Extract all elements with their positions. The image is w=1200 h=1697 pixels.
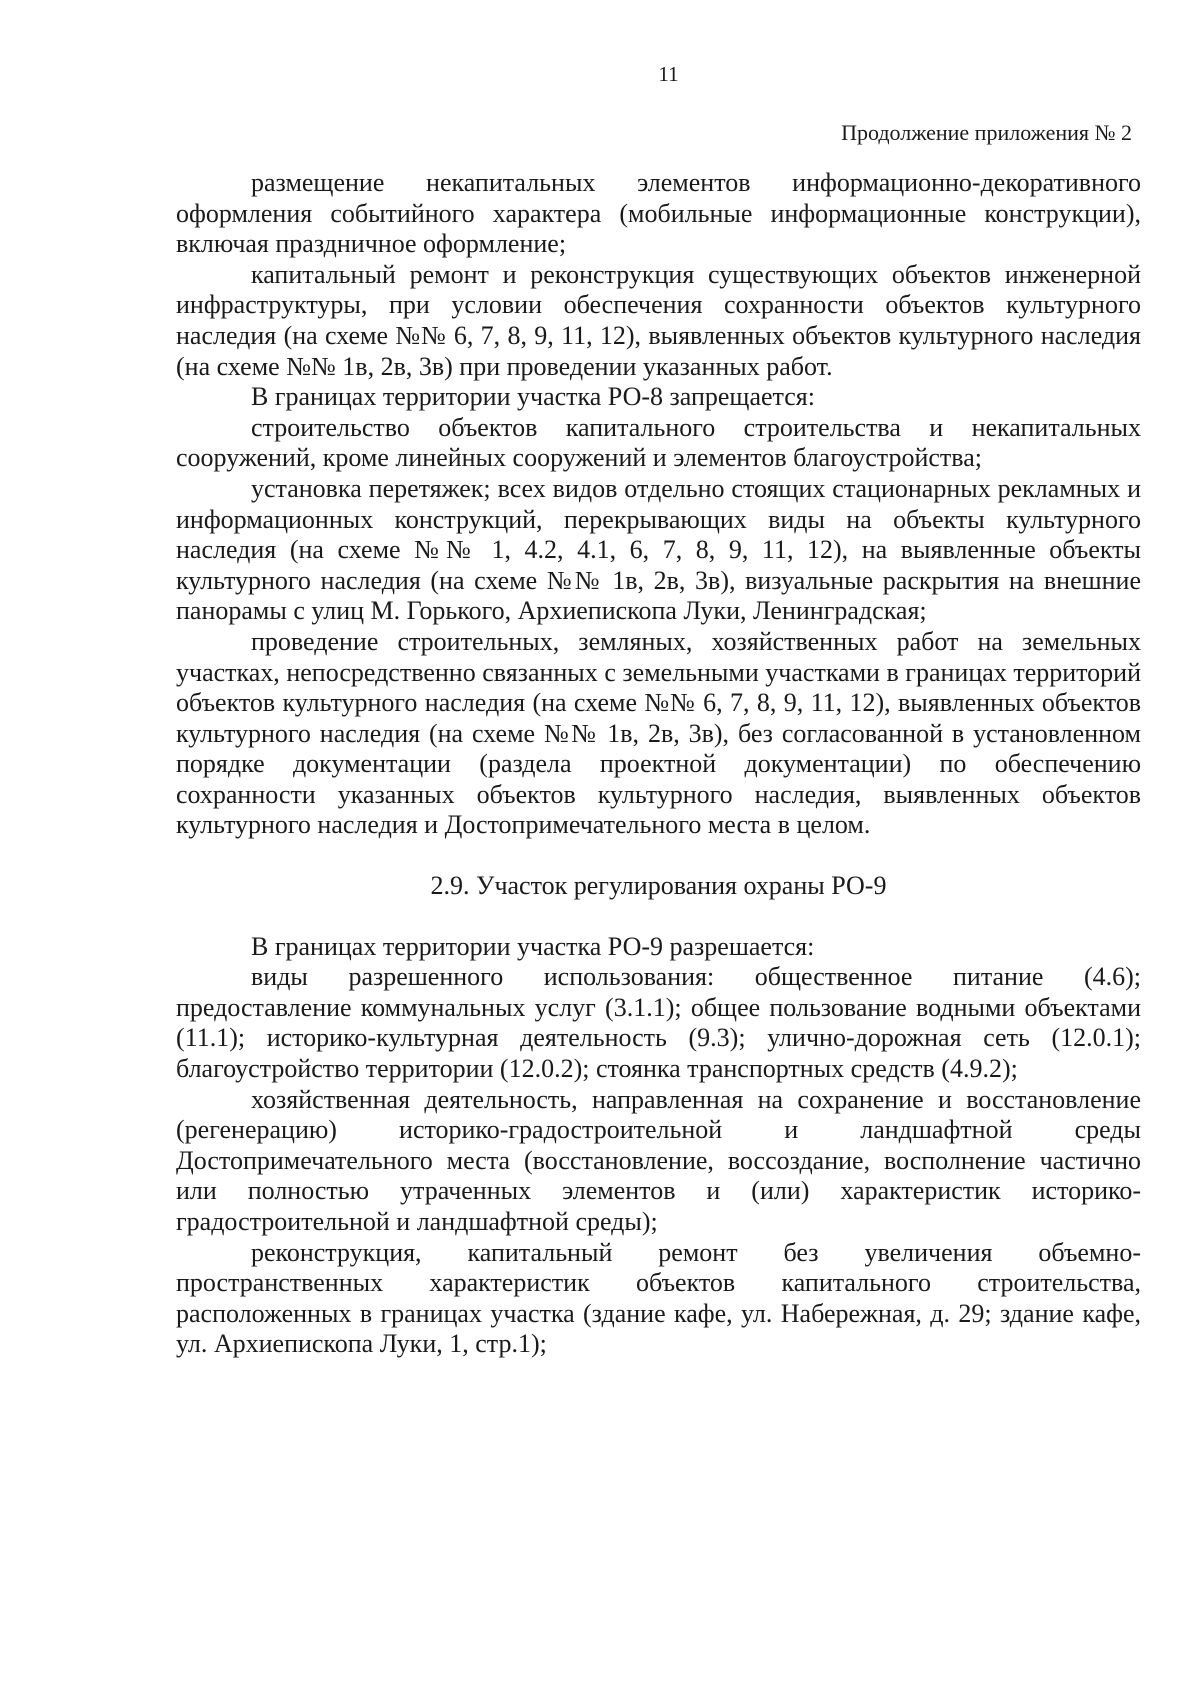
section-heading: 2.9. Участок регулирования охраны РО-9 [430, 871, 887, 901]
appendix-note: Продолжение приложения № 2 [841, 120, 1132, 145]
paragraph: реконструкция, капитальный ремонт без увеличения объемно-пространственных характеристик объектов капитального строительства, расположенных в границах участка (здание кафе, ул. Набережная, д. 29; здание кафе, ул. Архиепископа Луки, 1, стр.1); [176, 1237, 1141, 1359]
paragraph: виды разрешенного использования: общественное питание (4.6); предоставление коммунальных услуг (3.1.1); общее пользование водными объектами (11.1); историко-культурная деятельность (9.3); улично-дорожная сеть (12.0.1); благоустройство территории (12.0.2); стоянка транспортных средств (4.9.2); [176, 962, 1141, 1084]
paragraph: установка перетяжек; всех видов отдельно стоящих стационарных рекламных и информационных конструкций, перекрывающих виды на объекты культурного наследия (на схеме №№ 1, 4.2, 4.1, 6, 7, 8, 9, 11, 12), на выявленные объекты культурного наследия (на схеме №№ 1в, 2в, 3в), визуальные раскрытия на внешние панорамы с улиц М. Горького, Архиепископа Луки, Ленинградская; [176, 473, 1141, 626]
paragraph: капитальный ремонт и реконструкция существующих объектов инженерной инфраструктуры, при условии обеспечения сохранности объектов культурного наследия (на схеме №№ 6, 7, 8, 9, 11, 12), выявленных объектов культурного наследия (на схеме №№ 1в, 2в, 3в) при проведении указанных работ. [176, 259, 1141, 381]
paragraph: хозяйственная деятельность, направленная на сохранение и восстановление (регенерацию) историко-градостроительной и ландшафтной среды Достопримечательного места (восстановление, воссоздание, восполнение частично или полностью утраченных элементов и (или) характеристик историко-градостроительной и ландшафтной среды); [176, 1084, 1141, 1236]
paragraph: строительство объектов капитального строительства и некапитальных сооружений, кроме линейных сооружений и элементов благоустройства; [176, 412, 1141, 473]
page-number: 11 [658, 62, 679, 86]
paragraph: В границах территории участка РО-8 запрещается: [251, 382, 815, 412]
paragraph: размещение некапитальных элементов информационно-декоративного оформления событийного характера (мобильные информационные конструкции), включая праздничное оформление; [176, 168, 1141, 259]
paragraph: проведение строительных, земляных, хозяйственных работ на земельных участках, непосредственно связанных с земельными участками в границах территорий объектов культурного наследия (на схеме №№ 6, 7, 8, 9, 11, 12), выявленных объектов культурного наследия (на схеме №№ 1в, 2в, 3в), без согласованной в установленном порядке документации (раздела проектной документации) по обеспечению сохранности указанных объектов культурного наследия, выявленных объектов культурного наследия и Достопримечательного места в целом. [176, 626, 1141, 840]
paragraph: В границах территории участка РО-9 разрешается: [251, 931, 815, 961]
section-body [176, 932, 1141, 1360]
document-body [176, 168, 1141, 1360]
